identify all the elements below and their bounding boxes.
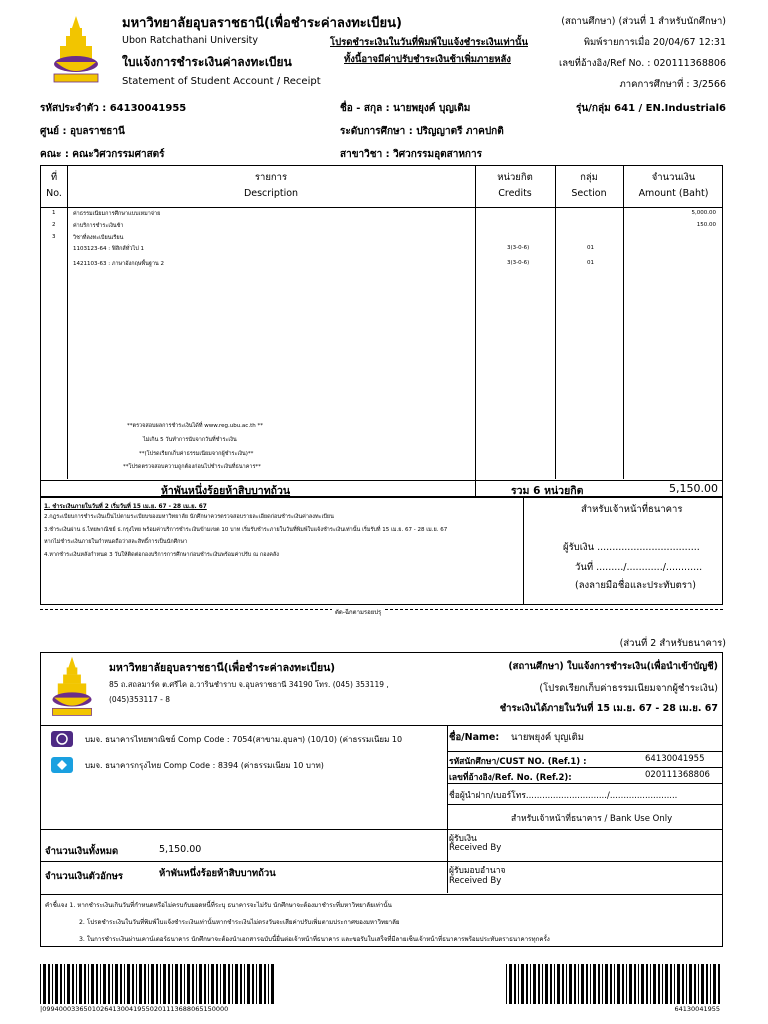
- faculty: คณะ : คณะวิศวกรรมศาสตร์: [40, 149, 165, 160]
- row-desc: วิชาที่ลงทะเบียนเรียน: [73, 235, 124, 241]
- remark-line: **(โปรดเรียกเก็บค่าธรรมเนียมจากผู้ชำระเงิน)**: [139, 451, 254, 457]
- barcode-text-right: 64130041955: [674, 1005, 720, 1013]
- student-name: ชื่อ - สกุล : นายพยุงค์ บุญเติม: [340, 103, 471, 114]
- row-no: 2: [52, 222, 56, 228]
- col-amount-en: Amount (Baht): [638, 188, 709, 199]
- university-logo: [50, 14, 102, 86]
- university-name-th-2: มหาวิทยาลัยอุบลราชธานี(เพื่อชำระค่าลงทะเบียน): [109, 662, 336, 674]
- col-credit-th: หน่วยกิต: [497, 172, 533, 183]
- statement-title-en: Statement of Student Account / Receipt: [122, 76, 321, 87]
- notes-box: [40, 497, 723, 605]
- barcode-right: [506, 964, 722, 1004]
- depositor-line: ชื่อผู้นำฝาก/เบอร์โทร............................../.........................: [449, 791, 678, 801]
- payment-deadline: ชำระเงินได้ภายในวันที่ 15 เม.ย. 67 - 28 เม.ย. 67: [499, 703, 718, 714]
- university-logo-small: [47, 655, 97, 719]
- custno-value: 64130041955: [645, 754, 705, 764]
- row-amount: 150.00: [696, 222, 716, 228]
- amount-words-label: จำนวนเงินตัวอักษร: [45, 871, 123, 882]
- col-desc-en: Description: [243, 188, 299, 199]
- row-desc: 1421103-63 : ภาษาอังกฤษพื้นฐาน 2: [73, 261, 165, 267]
- total-words: ห้าพันหนึ่งร้อยห้าสิบบาทถ้วน: [161, 485, 291, 497]
- receiver-line: ผู้รับเงิน ..................................: [563, 542, 700, 553]
- note-line: 2.กฎระเบียบการชำระเงินเป็นไปตามระเบียบของมหาวิทยาลัย นักศึกษาควรตรวจสอบรายละเอียดก่อนชำระเงินค่าลงทะเบียน: [44, 514, 334, 520]
- received-by-en: Received By: [449, 843, 502, 853]
- col-credit-en: Credits: [498, 188, 532, 199]
- date-line: วันที่ ........./............/............: [575, 562, 703, 573]
- note-line: 1. ชำระเงินภายในวันที่ 2 เริ่มวันที่ 15 เม.ย. 67 - 28 เม.ย. 67: [44, 504, 207, 510]
- col-desc-th: รายการ: [254, 172, 288, 183]
- print-timestamp: พิมพ์รายการเมื่อ 20/04/67 12:31: [583, 37, 726, 48]
- signature-note: (ลงลายมือชื่อและประทับตรา): [575, 580, 696, 591]
- statement-title-th: ใบแจ้งการชำระเงินค่าลงทะเบียน: [122, 55, 292, 69]
- row-section: 01: [587, 245, 594, 251]
- row-no: 1: [52, 210, 56, 216]
- refno-label: เลขที่อ้างอิง/Ref. No. (Ref.2):: [449, 773, 572, 783]
- received-by-th: ผู้รับเงิน: [449, 834, 477, 844]
- bank-officer-label: สำหรับเจ้าหน้าที่ธนาคาร: [581, 504, 683, 515]
- remark-line: **ตรวจสอบผลการชำระเงินได้ที่ www.reg.ubu.ac.th **: [127, 423, 263, 429]
- authorized-en: Received By: [449, 876, 502, 886]
- col-no-en: No.: [46, 188, 62, 199]
- remark-3: 3. ในการชำระเงินผ่านเคาน์เตอร์ธนาคาร นักศึกษาจะต้องนำเอกสารฉบับนี้ยื่นต่อเจ้าหน้าที่ธนาคาร และขอรับใบเสร็จที่มีลายเซ็นเจ้าหน้าที่ธนาคารพร้อมประทับตราธนาคารทุกครั้ง: [79, 936, 550, 943]
- fee-note: (โปรดเรียกเก็บค่าธรรมเนียมจากผู้ชำระเงิน): [539, 683, 718, 694]
- bank-ktb: บมจ. ธนาคารกรุงไทย Comp Code : 8394 (ค่าธรรมเนียม 10 บาท): [85, 761, 324, 770]
- bank-use-only: สำหรับเจ้าหน้าที่ธนาคาร / Bank Use Only: [511, 814, 673, 824]
- note-line: 3.ชำระเงินผ่าน ธ.ไทยพาณิชย์ ธ.กรุงไทย พร้อมค่าบริการชำระเงินข้ามเขต 10 บาท เริ่มรับชำระภายในวันที่พิมพ์ใบแจ้งชำระเงินเท่านั้น เริ่มรับที่ 15 เม.ย. 67 - 28 เม.ย. 67: [44, 527, 448, 533]
- refno-value: 020111368806: [645, 770, 710, 780]
- remark-2: 2. โปรดชำระเงินในวันที่พิมพ์ใบแจ้งชำระเงินเท่านั้นหากชำระเงินไม่ตรงวันจะเสียค่าปรับเพิ่มตามประกาศของมหาวิทยาลัย: [79, 919, 400, 926]
- university-name-en: Ubon Ratchathani University: [122, 35, 259, 46]
- name-label: ชื่อ/Name:: [449, 732, 500, 743]
- barcode-left: [40, 964, 276, 1004]
- remark-1: คำชี้แจง 1. หากชำระเงินเกินวันที่กำหนดหรือไม่ครบกับยอดหนี้ที่ระบุ ธนาคารจะไม่รับ นักศึกษาจะต้องมาชำระที่มหาวิทยาลัยเท่านั้น: [45, 902, 392, 909]
- semester: ภาคการศึกษาที่ : 3/2566: [619, 79, 726, 90]
- major: สาขาวิชา : วิศวกรรมอุตสาหการ: [340, 149, 482, 160]
- student-group: รุ่น/กลุ่ม 641 / EN.Industrial6: [576, 103, 726, 114]
- bank-copy-label: (ส่วนที่ 2 สำหรับธนาคาร): [619, 638, 726, 649]
- col-amount-th: จำนวนเงิน: [651, 172, 696, 183]
- address-line-2: (045)353117 - 8: [109, 695, 171, 704]
- education-level: ระดับการศึกษา : ปริญญาตรี ภาคปกติ: [340, 126, 504, 137]
- barcode-text-left: |099400033650102641300419550201113688065150000: [40, 1005, 229, 1013]
- payin-title: (สถานศึกษา) ใบแจ้งการชำระเงิน(เพื่อนำเข้าบัญชี): [508, 661, 718, 672]
- cut-line-label: ตัด-ฉีกตามรอยปรุ: [332, 607, 384, 617]
- col-no-th: ที่: [50, 172, 58, 183]
- row-section: 01: [587, 260, 594, 266]
- scb-bank-icon: [51, 731, 73, 747]
- remark-line: **โปรดตรวจสอบความถูกต้องก่อนไปชำระเงินที่ธนาคาร**: [123, 464, 261, 470]
- total-label: จำนวนเงินทั้งหมด: [45, 846, 119, 857]
- row-no: 3: [52, 234, 56, 240]
- total-value: 5,150.00: [159, 844, 202, 855]
- address-line-1: 85 ถ.สถลมาร์ค ต.ศรีไค อ.วารินชำราบ จ.อุบลราชธานี 34190 โทร. (045) 353119 ,: [109, 680, 389, 689]
- row-credit: 3(3-0-6): [507, 260, 530, 266]
- row-desc: ค่าธรรมเนียมการศึกษาแบบเหมาจ่าย: [73, 211, 161, 217]
- note-line: 4.หากชำระเงินหลังกำหนด 3 วันให้ติดต่อกองบริการการศึกษาก่อนชำระเงินพร้อมค่าปรับ ณ กองคลัง: [44, 552, 279, 558]
- authorized-th: ผู้รับมอบอำนาจ: [449, 866, 506, 876]
- row-credit: 3(3-0-6): [507, 245, 530, 251]
- col-section-th: กลุ่ม: [580, 172, 598, 183]
- custno-label: รหัสนักศึกษา/CUST NO. (Ref.1) :: [449, 757, 587, 767]
- bank-scb: บมจ. ธนาคารไทยพาณิชย์ Comp Code : 7054(สาขาม.อุบลฯ) (10/10) (ค่าธรรมเนียม 10: [85, 735, 403, 744]
- reference-number: เลขที่อ้างอิง/Ref No. : 020111368806: [559, 58, 726, 69]
- university-name-th: มหาวิทยาลัยอุบลราชธานี(เพื่อชำระค่าลงทะเบียน): [122, 16, 402, 31]
- bank-payin-slip: [40, 652, 723, 947]
- amount-words-value: ห้าพันหนึ่งร้อยห้าสิบบาทถ้วน: [159, 868, 276, 879]
- payment-notice: โปรดชำระเงินในวันที่พิมพ์ใบแจ้งชำระเงินเท่านั้น: [330, 37, 528, 48]
- late-fee-notice: ทั้งนี้อาจมีค่าปรับชำระเงินช้าเพิ่มภายหลัง: [344, 54, 511, 65]
- name-value: นายพยุงค์ บุญเติม: [511, 732, 585, 743]
- row-amount: 5,000.00: [691, 210, 716, 216]
- note-line: หากไม่ชำระเงินภายในกำหนดถือว่าสละสิทธิ์การเป็นนักศึกษา: [44, 539, 188, 545]
- row-desc: 1103123-64 : ฟิสิกส์ทั่วไป 1: [73, 246, 144, 252]
- row-desc: ค่าบริการชำระเงินช้า: [73, 223, 124, 229]
- remark-line: ไม่เกิน 5 วันทำการนับจากวันที่ชำระเงิน: [143, 437, 237, 443]
- center: ศูนย์ : อุบลราชธานี: [40, 126, 125, 137]
- copy-label: (สถานศึกษา) (ส่วนที่ 1 สำหรับนักศึกษา): [561, 16, 726, 27]
- total-credits: รวม 6 หน่วยกิต: [511, 485, 584, 497]
- statement-table: [40, 165, 723, 497]
- ktb-bank-icon: [51, 757, 73, 773]
- col-section-en: Section: [571, 188, 607, 199]
- student-id: รหัสประจำตัว : 64130041955: [40, 103, 187, 114]
- total-amount: 5,150.00: [669, 482, 718, 495]
